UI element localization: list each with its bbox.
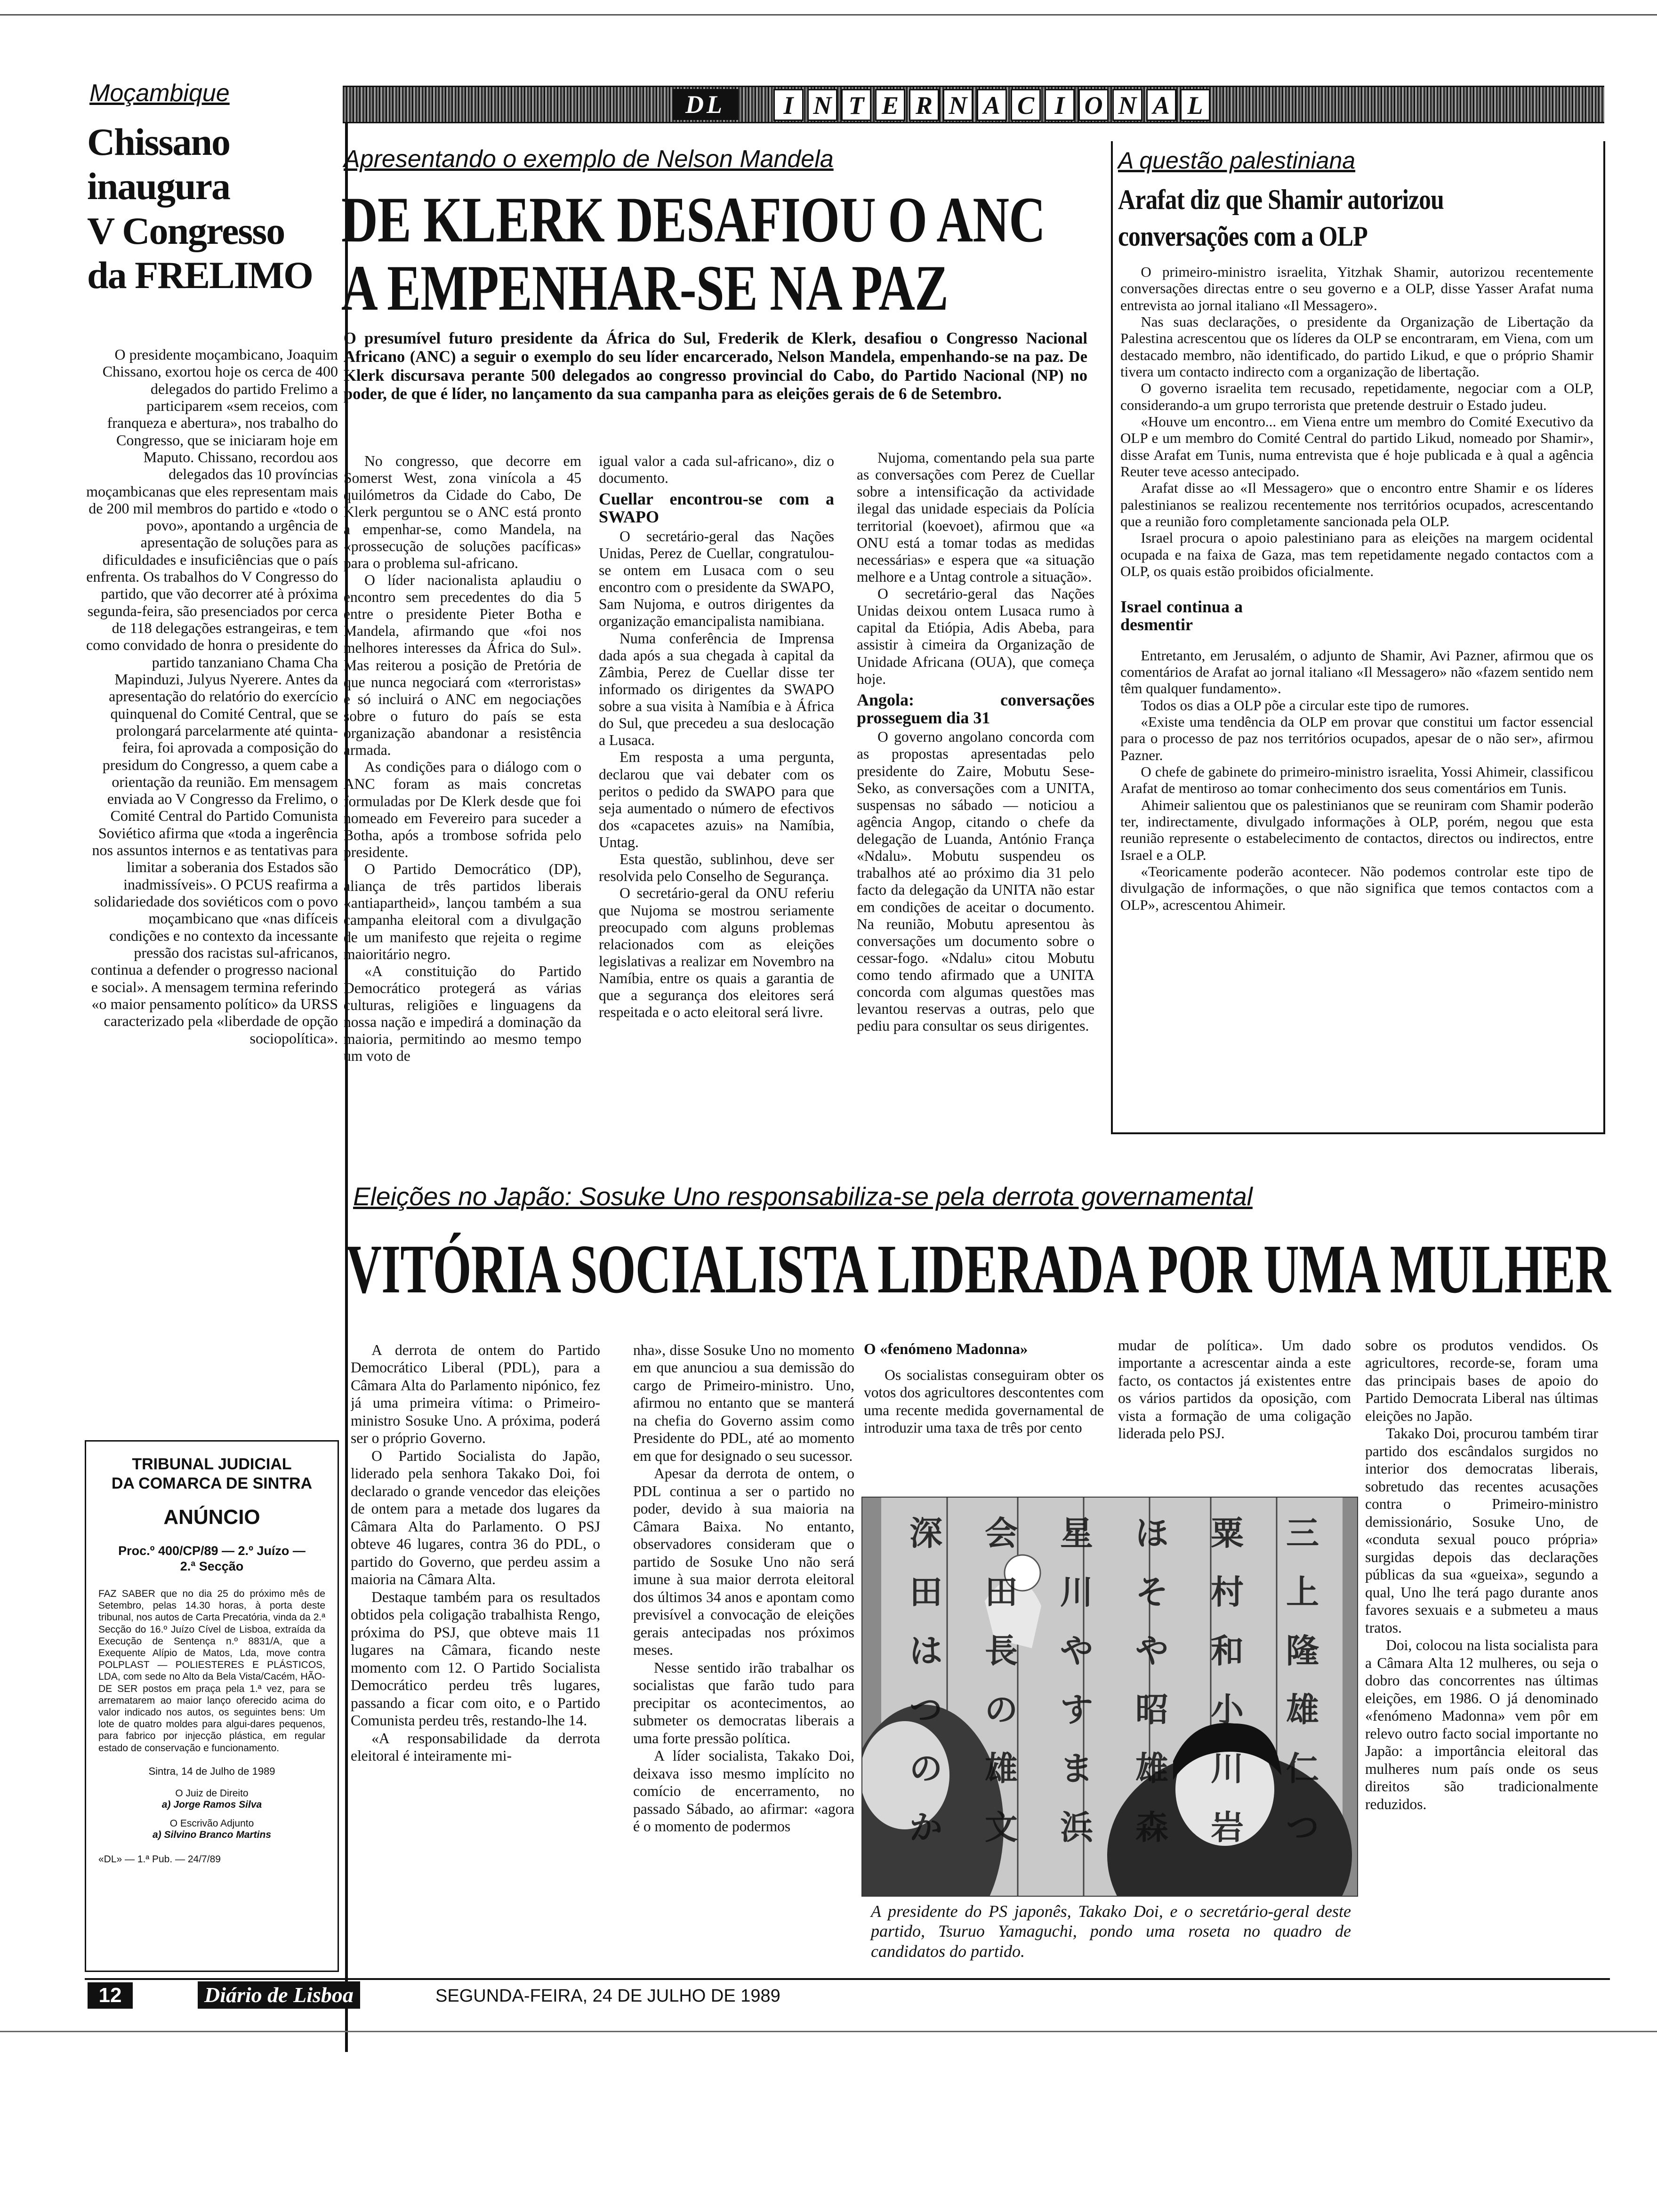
mozambique-kicker: Moçambique xyxy=(89,80,230,107)
japan-paragraph: O Partido Socialista do Japão, liderado pela senhora Takako Doi, foi declarado o grande vencedor das eleições de ontem para a metade dos lugares da Câmara Alta do Parlamento. O PSJ obteve 46 lugares, contra 36 do PDL, o partido do Governo, que perdeu assim a maioria na Câmara Alta. xyxy=(351,1447,600,1588)
section-letter: A xyxy=(1146,89,1176,121)
arafat-subheading: Israel continua a desmentir xyxy=(1120,597,1243,634)
board-char: 小 xyxy=(1211,1691,1244,1729)
board-char: そ xyxy=(1135,1573,1168,1611)
board-char: す xyxy=(1060,1691,1093,1729)
mandela-paragraph: O secretário-geral das Nações Unidas deixou ontem Lusaca rumo à capital da Etiópia, Adis Abeba, para assistir à cimeira da Organização de Unidade Africana (OUA), que começa hoje. xyxy=(857,585,1094,687)
japan-column-4 xyxy=(1118,1337,1351,1497)
notice-court-name xyxy=(98,1455,325,1493)
section-letter: I xyxy=(1045,89,1075,121)
mandela-headline xyxy=(341,186,1104,322)
board-char: の xyxy=(909,1749,942,1788)
section-letter: I xyxy=(773,89,804,121)
arafat-paragraph: «Teoricamente poderão acontecer. Não podemos controlar este tipo de divulgação de informações, o que não significa que temos contactos com a OLP», acrescentou Ahimeir. xyxy=(1120,863,1593,913)
japan-paragraph: «A responsabilidade da derrota eleitoral é inteiramente mi- xyxy=(351,1730,600,1764)
board-char: つ xyxy=(1286,1808,1319,1847)
board-char: 星 xyxy=(1060,1514,1093,1553)
notice-footer: «DL» — 1.ª Pub. — 24/7/89 xyxy=(98,1853,221,1865)
board-char: ほ xyxy=(1135,1514,1168,1553)
japan-paragraph: Os socialistas conseguiram obter os votos dos agricultores descontentes com uma recente medida governamental de introduzir uma taxa de três por cento xyxy=(864,1366,1104,1436)
japan-paragraph: Takako Doi, procurou também tirar partido dos escândalos surgidos no interior dos democratas liberais, sobretudo das recentes acusações contra o Primeiro-ministro demissionário, Sosuke Uno, de «conduta sexual pouco própria» surgidas depois das declarações públicas da sua «gueixa», segundo a qual, Uno lhe terá pago durante anos favores sexuais e a submeteu a maus tratos. xyxy=(1365,1425,1598,1636)
section-letter: L xyxy=(1180,89,1210,121)
arafat-paragraph: O chefe de gabinete do primeiro-ministro israelita, Yossi Ahimeir, classificou Arafat de mentiroso ao tomar conhecimento dos seus comentários em Tunis. xyxy=(1120,763,1593,797)
mozambique-headline-line: da FRELIMO xyxy=(87,253,313,297)
board-char: 川 xyxy=(1211,1749,1244,1788)
arafat-body xyxy=(1120,264,1593,1125)
board-char: 村 xyxy=(1211,1573,1244,1611)
notice-judge-role: O Juiz de Direito xyxy=(175,1787,249,1799)
japan-paragraph: Destaque também para os resultados obtidos pela coligação trabalhista Rengo, próxima do PSJ, que obteve mais 11 lugares na Câmara, ficando neste momento com 12. O Partido Socialista Democrático perdeu três lugares, passando a ficar com oito, e o Partido Comunista perdeu três, restando-lhe 14. xyxy=(351,1588,600,1729)
arafat-paragraph: Ahimeir salientou que os palestinianos que se reuniram com Shamir poderão ter, indirectamente, divulgado informações à OLP, porém, negou que esta reunião represente o estabelecimento de contactos, directos ou indirectos, entre Israel e a OLP. xyxy=(1120,796,1593,863)
section-logo: DL xyxy=(672,89,738,120)
mozambique-headline-line: Chissano xyxy=(87,120,230,163)
mandela-paragraph: O Partido Democrático (DP), aliança de três partidos liberais «antiapartheid», lançou também a sua campanha eleitoral com a divulgação de um manifesto que rejeita o regime maioritário negro. xyxy=(344,861,581,962)
mozambique-body xyxy=(85,346,338,1405)
board-char: 三 xyxy=(1286,1514,1319,1553)
board-char: つ xyxy=(909,1691,942,1729)
mozambique-headline-line: V Congresso xyxy=(87,209,285,252)
mandela-column-3 xyxy=(857,449,1094,1158)
section-letter: E xyxy=(875,89,905,121)
japan-paragraph: A derrota de ontem do Partido Democrático Liberal (PDL), para a Câmara Alta do Parlamento nipónico, fez já uma primeira vítima: o Primeiro-ministro Sosuke Uno. A próxima, poderá ser o próprio Governo. xyxy=(351,1342,600,1447)
japan-paragraph: Nesse sentido irão trabalhar os socialistas que farão tudo para precipitar os acontecimentos, ao submeter os democratas liberais a uma forte pressão política. xyxy=(633,1659,854,1747)
board-char: ま xyxy=(1060,1749,1093,1788)
arafat-paragraph: Israel procura o apoio palestiniano para as eleições na margem ocidental ocupada e na faixa de Gaza, mas tem repetidamente negado contactos com a OLP, os quais estão proibidos oficialmente. xyxy=(1120,529,1593,579)
mandela-column-1 xyxy=(344,453,581,1156)
mandela-paragraph: Esta questão, sublinhou, deve ser resolvida pelo Conselho de Segurança. xyxy=(599,851,834,885)
arafat-paragraph: Todos os dias a OLP põe a circular este tipo de rumores. xyxy=(1141,697,1469,713)
arafat-paragraph: Entretanto, em Jerusalém, o adjunto de Shamir, Avi Pazner, afirmou que os comentários de Arafat ao jornal italiano «Il Messagero» não «fazem sentido nem têm qualquer fundamento». xyxy=(1120,647,1593,697)
section-letter: T xyxy=(841,89,871,121)
japan-kicker: Eleições no Japão: Sosuke Uno responsabiliza-se pela derrota governamental xyxy=(353,1182,1253,1211)
board-char: 雄 xyxy=(985,1749,1018,1788)
notice-body: FAZ SABER que no dia 25 do próximo mês de Setembro, pelas 14.30 horas, à porta deste tribunal, nos autos de Carta Precatória, vinda da 2.ª Secção do 16.º Juízo Cível de Lisboa, extraída da Execução de Sentença n.º 8831/A, que a Exequente Alípio de Matos, Lda, move contra POLPLAST — POLIESTERES E PLÁSTICOS, LDA, com sede no Alto da Bela Vista/Cacém, HÃO-DE SER postos em praça pela 1.ª vez, para se arrematarem ao maior lanço oferecido acima do valor indicado nos autos, os seguintes bens: Um lote de quatro moldes para algui-dares pequenos, para fabrico por injecção plástica, em regular estado de conservação e funcionamento. xyxy=(98,1588,325,1754)
mandela-subheading: Cuellar encontrou-se com a SWAPO xyxy=(599,489,834,527)
board-char: 岩 xyxy=(1211,1808,1244,1847)
board-char: の xyxy=(985,1691,1018,1729)
mandela-paragraph: Em resposta a uma pergunta, declarou que vai debater com os peritos o pedido da SWAPO para que seja aumentado o número de efectivos dos «capacetes azuis» na Namíbia, Untag. xyxy=(599,749,834,851)
japan-paragraph: mudar de política». Um dado importante a acrescentar ainda a este facto, os contactos já existentes entre os vários partidos da oposição, com vista a formação de uma coligação liderada pelo PSJ. xyxy=(1118,1337,1351,1442)
arafat-paragraph: O primeiro-ministro israelita, Yitzhak Shamir, autorizou recentemente conversações directas entre o seu governo e a OLP, disse Yasser Arafat numa entrevista ao jornal italiano «Il Messagero». xyxy=(1120,264,1593,313)
notice-title: ANÚNCIO xyxy=(163,1505,260,1529)
photo xyxy=(861,1497,1358,1897)
arafat-paragraph: Arafat disse ao «Il Messagero» que o encontro entre Shamir e os líderes palestinianos se realizou recentemente nos territórios ocupados, acrescentando que a reunião foro completamente sancionada pela OLP. xyxy=(1120,480,1593,529)
notice-judge-name: a) Jorge Ramos Silva xyxy=(161,1799,262,1810)
board-char: 川 xyxy=(1060,1573,1093,1611)
board-char: 浜 xyxy=(1060,1808,1093,1847)
notice-clerk-role: O Escrivão Adjunto xyxy=(169,1818,254,1829)
arafat-paragraph: «Houve um encontro... em Viena entre um membro do Comité Executivo da OLP e um membro do Comité Central do partido Likud, nomeado por Shamir», disse Arafat em Tunis, numa entrevista que é hoje publicada e à qual a agência Reuter teve acesso antecipado. xyxy=(1120,413,1593,480)
mandela-paragraph: O líder nacionalista aplaudiu o encontro sem precedentes do dia 5 entre o presidente Pieter Botha e Mandela, afirmando que «foi nos melhores interesses da África do Sul». Mas reiterou a posição de Pretória de que nunca negociará com «terroristas» e só incluirá o ANC em negociações sobre o futuro do país se esta organização abandonar a resistência armada. xyxy=(344,571,581,759)
japan-paragraph: nha», disse Sosuke Uno no momento em que anunciou a sua demissão do cargo de Primeiro-ministro. Uno, afirmou no entanto que se manterá na chefia do Governo assim como Presidente do PDL, até ao momento em que for designado o seu sucessor. xyxy=(633,1342,854,1464)
footer-page-number: 12 xyxy=(88,1982,133,2009)
mandela-paragraph: O secretário-geral das Nações Unidas, Perez de Cuellar, congratulou-se ontem em Lusaca com o seu encontro com o presidente da SWAPO, Sam Nujoma, e outros dirigentes da organização emancipalista namibiana. xyxy=(599,528,834,630)
top-rule xyxy=(0,14,1657,16)
arafat-paragraph: O governo israelita tem recusado, repetidamente, negociar com a OLP, considerando-a um grupo terrorista que pretende destruir o Estado judeu. xyxy=(1120,380,1593,413)
board-char: 仁 xyxy=(1286,1749,1319,1788)
japan-column-2 xyxy=(633,1341,854,1967)
mandela-lede: O presumível futuro presidente da África do Sul, Frederik de Klerk, desafiou o Congresso Nacional Africano (ANC) a seguir o exemplo do seu líder encarcerado, Nelson Mandela, empenhando-se na paz. De Klerk discursava perante 500 delegados ao congresso provincial do Cabo, do Partido Nacional (NP) no poder, de que é líder, no lançamento da sua campanha para as eleições gerais de 6 de Setembro. xyxy=(344,329,1087,403)
arafat-headline xyxy=(1118,181,1598,255)
section-banner xyxy=(343,86,1604,123)
japan-paragraph: Apesar da derrota de ontem, o PDL continua a ser o partido no poder, devido à sua maioria na Câmara Baixa. No entanto, observadores consideram que o partido de Sosuke Uno não será imune à sua maior derrota eleitoral dos últimos 34 anos e apontam como previsível a convocação de eleições gerais antecipadas nos próximos meses. xyxy=(633,1465,854,1659)
board-char: 和 xyxy=(1211,1632,1244,1670)
mandela-headline-line: A EMPENHAR-SE NA PAZ xyxy=(341,251,949,324)
notice-court-line: TRIBUNAL JUDICIAL xyxy=(132,1455,292,1473)
mandela-paragraph: Nujoma, comentando pela sua parte as conversações com Perez de Cuellar sobre a intensificação da actividade ilegal das unidade especiais da Polícia territorial (koevoet), afirmou que «a ONU está a tomar todas as medidas necessárias» e espera que «a situação melhore e a Untag controle a situação». xyxy=(857,449,1094,585)
board-char: 会 xyxy=(985,1514,1018,1553)
section-title xyxy=(773,89,1214,121)
footer-date: SEGUNDA-FEIRA, 24 DE JULHO DE 1989 xyxy=(435,1986,780,2006)
mandela-paragraph: O governo angolano concorda com as propostas apresentadas pelo presidente do Zaire, Mobutu Sese-Seko, as conversações com a UNITA, suspensas no sábado — noticiou a agência Angop, citando o chefe da delegação de Luanda, António França «Ndalu». Mobutu suspendeu os trabalhos até ao próximo dia 31 pelo facto da delegação da UNITA não estar em condições de aceitar o documento. Na reunião, Mobutu apresentou às conversações um documento sobre o cessar-fogo. «Ndalu» citou Mobutu como tendo afirmado que a UNITA concorda com algumas questões mas levantou reservas a outras, pelo que pediu para consultar os seus dirigentes. xyxy=(857,729,1094,1034)
court-notice xyxy=(85,1440,339,1972)
section-letter: A xyxy=(977,89,1007,121)
photo-candidate-board xyxy=(888,1507,1340,1865)
section-letter: N xyxy=(1112,89,1142,121)
mandela-paragraph: No congresso, que decorre em Somerst West, zona vinícola a 45 quilómetros da Cidade do Cabo, De Klerk perguntou se o ANC está pronto a empenhar-se, como Mandela, na «prossecução de soluções pacíficas» para o problema sul-africano. xyxy=(344,453,581,571)
board-char: か xyxy=(909,1808,942,1847)
board-char: 田 xyxy=(985,1573,1018,1611)
notice-proc: Proc.º 400/CP/89 — 2.º Juízo — 2.ª Secção xyxy=(118,1543,306,1574)
section-letter: C xyxy=(1011,89,1041,121)
mozambique-headline-line: inaugura xyxy=(87,165,230,208)
arafat-paragraph: «Existe uma tendência da OLP em provar que constitui um factor essencial para o processo de paz nos territórios ocupados, apesar de o não ser», afirmou Pazner. xyxy=(1120,713,1593,763)
board-char: や xyxy=(1060,1632,1093,1670)
section-letter: O xyxy=(1078,89,1109,121)
photo-caption: A presidente do PS japonês, Takako Doi, e o secretário-geral deste partido, Tsuruo Yamaguchi, pondo uma roseta no quadro de candidatos do partido. xyxy=(871,1902,1351,1961)
japan-headline: VITÓRIA SOCIALISTA LIDERADA POR UMA MULHER xyxy=(346,1231,1611,1308)
japan-paragraph: sobre os produtos vendidos. Os agricultores, recorde-se, foram uma das principais bases de apoio do Partido Democrata Liberal nas últimas eleições no Japão. xyxy=(1365,1337,1598,1424)
footer-rule xyxy=(85,1978,1610,1980)
mandela-paragraph: «A constituição do Partido Democrático protegerá as várias culturas, religiões e linguagens da nossa nação e impedirá a dominação da maioria, permitindo ao mesmo tempo um voto de xyxy=(344,962,581,1065)
board-char: 深 xyxy=(909,1514,942,1553)
footer-bottom-rule xyxy=(0,2031,1657,2032)
arafat-headline-line: Arafat diz que Shamir autorizou xyxy=(1118,184,1444,215)
section-letter: N xyxy=(943,89,973,121)
mandela-subheading: Angola: conversações prosseguem dia 31 xyxy=(857,690,1094,727)
board-char: 文 xyxy=(985,1808,1018,1847)
arafat-headline-line: conversações com a OLP xyxy=(1118,221,1367,252)
mandela-headline-line: DE KLERK DESAFIOU O ANC xyxy=(341,184,1046,256)
japan-paragraph: Doi, colocou na lista socialista para a Câmara Alta 12 mulheres, ou seja o dobro das concorrentes nas últimas eleições, em 1986. O já denominado «fenómeno Madonna» vem pôr em relevo outro facto social importante no Japão: a importância eleitoral das mulheres num país onde os seus direitos são tradicionalmente reduzidos. xyxy=(1365,1637,1598,1812)
mandela-paragraph: As condições para o diálogo com o ANC foram as mais concretas formuladas por De Klerk desde que foi nomeado em Fevereiro para suceder a Botha, após a trombose sofrida pelo presidente. xyxy=(344,759,581,860)
mandela-paragraph: igual valor a cada sul-africano», diz o documento. xyxy=(599,453,834,487)
board-char: 上 xyxy=(1286,1573,1319,1611)
section-letter: N xyxy=(807,89,837,121)
japan-subheading: O «fenómeno Madonna» xyxy=(864,1341,1028,1358)
board-char: 粟 xyxy=(1211,1514,1244,1553)
mandela-paragraph: Numa conferência de Imprensa dada após a sua chegada à capital da Zâmbia, Perez de Cuellar disse ter informado os dirigentes da SWAPO sobre a sua visita à Namíbia e à África do Sul, que precedeu a sua deslocação a Lusaca. xyxy=(599,630,834,749)
mozambique-paragraph: O presidente moçambicano, Joaquim Chissano, exortou hoje os cerca de 400 delegados do partido Frelimo a participarem «sem receios, com franqueza e abertura», nos trabalho do Congresso, que se iniciaram hoje em Maputo. Chissano, recordou aos delegados das 10 províncias moçambicanas que eles representam mais de 200 mil membros do partido e «todo o povo», apontando a urgência de apresentação de soluções para as dificuldades e insuficiências que o país enfrenta. Os trabalhos do V Congresso do partido, que vão decorrer até à próxima segunda-feira, são presenciados por cerca de 118 delegações estrangeiras, e tem como convidado de honra o presidente do partido tanzaniano Chama Cha Mapinduzi, Julyus Nyerere. Antes da apresentação do relatório do exercício quinquenal do Comité Central, que se prolongará parcelarmente até quinta-feira, foi aprovada a composição do presidum do Congresso, a quem cabe a orientação da reunião. Em mensagem enviada ao V Congresso da Frelimo, o Comité Central do Partido Comunista Soviético afirma que «toda a ingerência nos assuntos internos e as tentativas para limitar a soberania dos Estados são inadmissíveis». O PCUS reafirma a solidariedade dos soviéticos com o povo moçambicano que «nas difíceis condições e no contexto da incessante pressão dos racistas sul-africanos, continua a defender o progresso nacional e social». A mensagem termina referindo «o maior pensamento político» da URSS caracterizado pela «liberdade de opção sociopolítica». xyxy=(86,346,338,1047)
board-char: 田 xyxy=(909,1573,942,1611)
notice-court-line: DA COMARCA DE SINTRA xyxy=(111,1474,313,1492)
arafat-paragraph: Nas suas declarações, o presidente da Organização de Libertação da Palestina acrescentou que os líderes da OLP se encontraram, em Viena, com um destacado membro, não identificado, do partido Likud, e que o próprio Shamir tivera um contacto indirecto com a organização de libertação. xyxy=(1120,313,1593,380)
japan-column-1 xyxy=(351,1341,600,1967)
footer-masthead: Diário de Lisboa xyxy=(198,1981,360,2009)
mandela-column-2 xyxy=(599,453,834,1156)
japan-paragraph: A líder socialista, Takako Doi, deixava isso mesmo implícito no comício de encerramento, no passado Sábado, ao afirmar: «agora é o momento de podermos xyxy=(633,1747,854,1835)
mandela-paragraph: O secretário-geral da ONU referiu que Nujoma se mostrou seriamente preocupado com alguns problemas relacionados com as eleições legislativas a realizar em Novembro na Namíbia, entre os quais a garantia de que a segurança dos eleitores será respeitada e o acto eleitoral será livre. xyxy=(599,885,834,1021)
board-char: 森 xyxy=(1135,1808,1168,1847)
arafat-kicker: A questão palestiniana xyxy=(1118,147,1356,174)
board-char: は xyxy=(909,1632,942,1670)
board-char: 雄 xyxy=(1286,1691,1319,1729)
board-char: 昭 xyxy=(1135,1691,1168,1729)
board-char: 隆 xyxy=(1286,1632,1319,1670)
japan-column-5 xyxy=(1365,1337,1598,1970)
board-char: や xyxy=(1135,1632,1168,1670)
notice-clerk-name: a) Silvino Branco Martins xyxy=(152,1829,272,1840)
section-letter: R xyxy=(909,89,939,121)
board-char: 雄 xyxy=(1135,1749,1168,1788)
board-char: 長 xyxy=(985,1632,1018,1670)
notice-date: Sintra, 14 de Julho de 1989 xyxy=(148,1765,275,1777)
mandela-kicker: Apresentando o exemplo de Nelson Mandela xyxy=(344,145,834,173)
japan-column-3 xyxy=(864,1341,1104,1501)
mozambique-headline xyxy=(87,120,351,297)
